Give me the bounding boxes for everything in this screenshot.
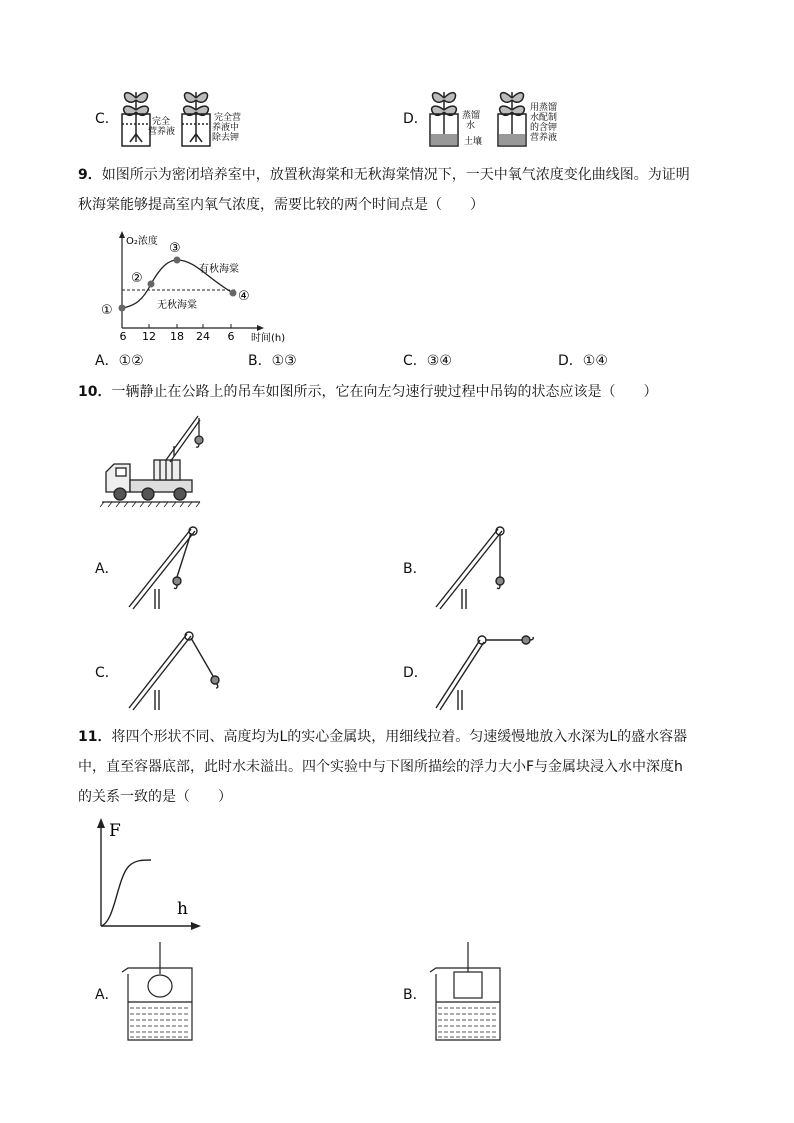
curve-with-label: 有秋海棠 xyxy=(199,264,239,275)
q10-option-d-label[interactable]: D． xyxy=(403,665,428,681)
q10-text-1: 一辆静止在公路上的吊车如图所示，它在向左匀速行驶过程中吊钩的状态应该是（ ） xyxy=(111,384,658,400)
point-2-marker xyxy=(148,281,155,288)
point-3-marker xyxy=(174,257,181,264)
q11-option-b-figure xyxy=(428,940,508,1044)
q11-graph xyxy=(95,818,205,930)
buoyancy-curve xyxy=(101,860,151,926)
point-4-marker xyxy=(230,290,237,297)
q8-d-plant2-text-3: 的含钾 xyxy=(530,123,558,133)
q8-d-soil-label: 土壤 xyxy=(464,137,483,147)
q8-option-c-label[interactable]: C． xyxy=(95,111,119,127)
curve-without-label: 无秋海棠 xyxy=(157,300,197,311)
q8-c-plant2-text-3: 除去钾 xyxy=(212,133,240,143)
plant-icon xyxy=(430,92,458,146)
graph-y-label: F xyxy=(109,821,121,841)
q9-text-1: 如图所示为密闭培养室中，放置秋海棠和无秋海棠情况下，一天中氧气浓度变化曲线图。为证明 xyxy=(101,167,690,183)
point-1-marker xyxy=(119,305,126,312)
q11-text-2: 中，直至容器底部，此时水未溢出。四个实验中与下图所描绘的浮力大小F与金属块浸入水中深度h xyxy=(78,759,683,775)
q10-option-b-figure xyxy=(432,525,522,610)
q8-c-plant1-text-2: 营养液 xyxy=(148,127,176,137)
q9-option-b[interactable]: B．①③ xyxy=(248,353,297,369)
q11-option-b-label[interactable]: B． xyxy=(403,987,427,1003)
x-axis-label: 时间(h) xyxy=(251,333,286,344)
point-1-label: ① xyxy=(101,303,113,318)
q11-text-1: 将四个形状不同、高度均为L的实心金属块，用细线拉着。匀速缓慢地放入水深为L的盛水容器 xyxy=(111,729,688,745)
q9-chart xyxy=(95,228,285,343)
tick-label: 18 xyxy=(170,330,184,343)
point-3-label: ③ xyxy=(169,241,181,256)
q9-option-a[interactable]: A．①② xyxy=(95,353,144,369)
q8-option-d-label[interactable]: D． xyxy=(403,111,428,127)
q11-number: 11． xyxy=(78,729,112,745)
q8-d-plant1-text-1: 蒸馏 xyxy=(462,111,481,121)
q9-text-2: 秋海棠能够提高室内氧气浓度，需要比较的两个时间点是（ ） xyxy=(78,197,484,213)
q10-option-a-figure xyxy=(125,525,215,610)
q9-option-c[interactable]: C．③④ xyxy=(403,353,452,369)
q9-line-1 xyxy=(78,160,690,190)
plant-icon xyxy=(182,92,210,146)
x-axis-arrow-icon xyxy=(191,922,201,930)
q8-option-c-figure xyxy=(118,84,258,154)
q10-option-d-figure xyxy=(432,630,552,710)
tick-label: 12 xyxy=(142,330,156,343)
q10-line-1 xyxy=(78,377,657,407)
plant-icon xyxy=(498,92,526,146)
y-axis-arrow-icon xyxy=(119,231,125,238)
q11-option-a-figure xyxy=(120,940,200,1044)
tick-label: 24 xyxy=(196,330,210,343)
tick-label: 6 xyxy=(119,330,127,343)
q8-c-plant2-text-2: 养液中 xyxy=(212,123,240,133)
q8-d-plant2-text-1: 用蒸馏 xyxy=(530,103,558,113)
q8-option-d-figure xyxy=(426,84,576,154)
q8-d-plant2-text-4: 营养液 xyxy=(530,133,558,143)
plant-icon xyxy=(122,92,150,146)
q8-d-plant2-text-2: 水配制 xyxy=(530,113,558,123)
q10-number: 10． xyxy=(78,384,112,400)
q10-crane-truck-figure xyxy=(100,412,220,510)
q11-line-1 xyxy=(78,722,687,752)
point-4-label: ④ xyxy=(238,289,250,304)
q8-c-plant2-text-1: 完全营 xyxy=(214,113,242,123)
q9-number: 9． xyxy=(78,167,102,183)
q11-text-3: 的关系一致的是（ ） xyxy=(78,789,232,805)
y-axis-arrow-icon xyxy=(97,818,105,828)
graph-x-label: h xyxy=(177,899,188,919)
q10-option-c-label[interactable]: C． xyxy=(95,665,119,681)
x-axis-arrow-icon xyxy=(257,325,264,331)
tick-label: 6 xyxy=(227,330,235,343)
q11-option-a-label[interactable]: A． xyxy=(95,987,119,1003)
q10-option-b-label[interactable]: B． xyxy=(403,561,427,577)
q10-option-a-label[interactable]: A． xyxy=(95,561,119,577)
y-axis-label: O₂浓度 xyxy=(126,236,158,247)
q8-c-plant1-text-1: 完全 xyxy=(152,117,171,127)
q10-option-c-figure xyxy=(125,630,235,710)
q8-d-plant1-text-2: 水 xyxy=(466,121,476,131)
q9-option-d[interactable]: D．①④ xyxy=(558,353,608,369)
point-2-label: ② xyxy=(131,271,143,286)
